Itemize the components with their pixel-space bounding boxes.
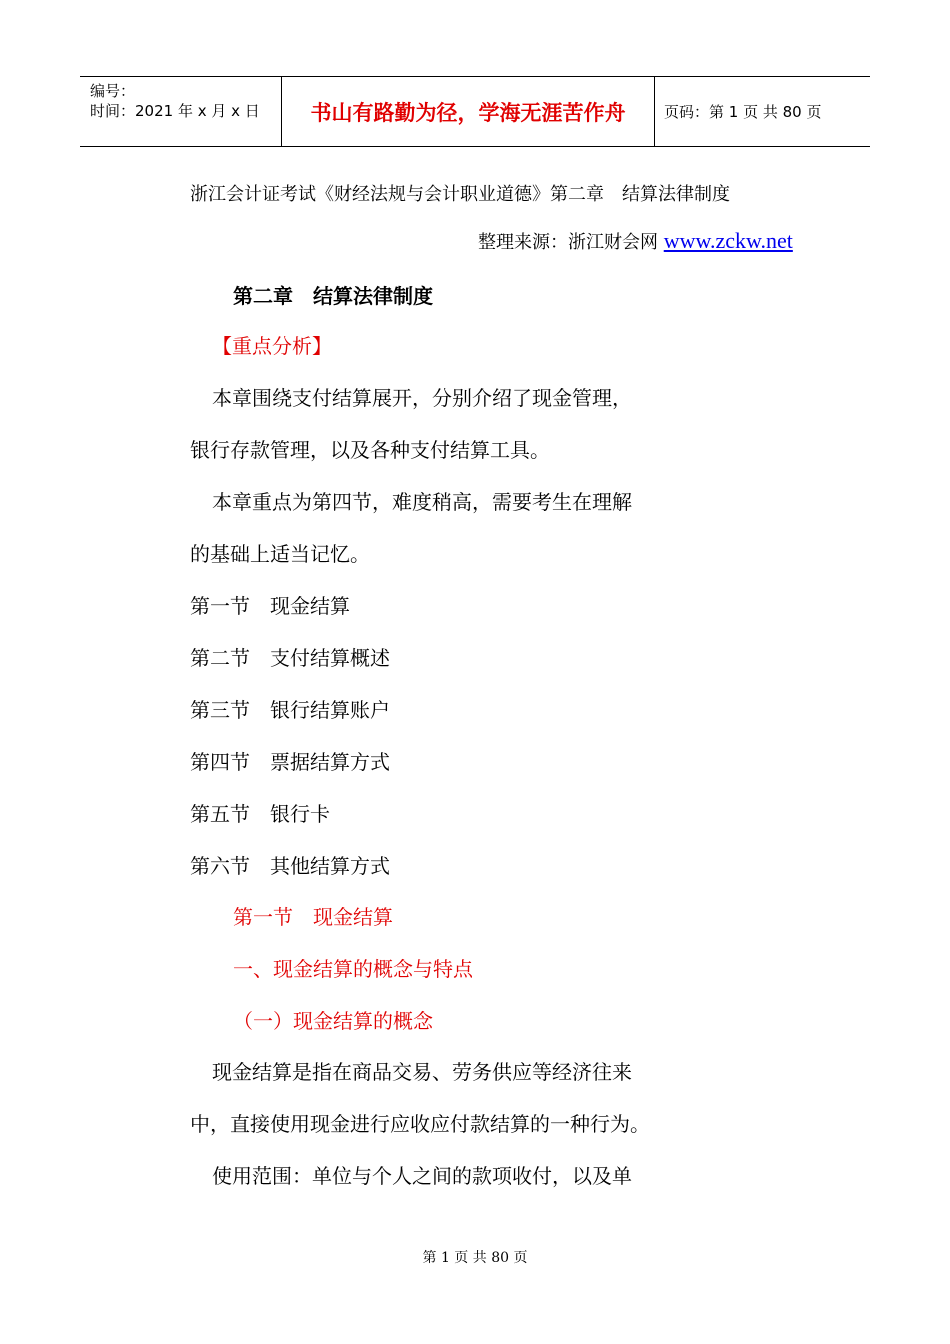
time-label: 时间：2021 年 x 月 x 日 bbox=[90, 102, 260, 120]
section-list-item: 第三节 银行结算账户 bbox=[190, 698, 390, 722]
subheading: 一、现金结算的概念与特点 bbox=[233, 957, 473, 981]
section-list-item: 第六节 其他结算方式 bbox=[190, 854, 390, 878]
header-table bbox=[80, 76, 870, 147]
source-line bbox=[478, 228, 793, 254]
subheading: （一）现金结算的概念 bbox=[233, 1009, 433, 1033]
source-label: 整理来源：浙江财会网 bbox=[478, 232, 664, 253]
page-info: 页码：第 1 页 共 80 页 bbox=[664, 103, 822, 121]
source-link[interactable]: www.zckw.net bbox=[663, 228, 793, 253]
number-label: 编号： bbox=[90, 82, 136, 100]
document-top-title: 浙江会计证考试《财经法规与会计职业道德》第二章 结算法律制度 bbox=[190, 184, 730, 205]
paragraph-line: 本章围绕支付结算展开，分别介绍了现金管理， bbox=[212, 386, 632, 410]
motto: 书山有路勤为径，学海无涯苦作舟 bbox=[281, 77, 655, 146]
key-analysis-heading: 【重点分析】 bbox=[212, 334, 332, 358]
section-heading: 第一节 现金结算 bbox=[233, 905, 393, 929]
body-line: 中，直接使用现金进行应收应付款结算的一种行为。 bbox=[190, 1112, 650, 1136]
section-list-item: 第二节 支付结算概述 bbox=[190, 646, 390, 670]
section-list-item: 第四节 票据结算方式 bbox=[190, 750, 390, 774]
paragraph-line: 的基础上适当记忆。 bbox=[190, 542, 370, 566]
chapter-title: 第二章 结算法律制度 bbox=[233, 284, 433, 308]
section-list-item: 第一节 现金结算 bbox=[190, 594, 350, 618]
header-meta bbox=[80, 77, 281, 146]
paragraph-line: 银行存款管理，以及各种支付结算工具。 bbox=[190, 438, 550, 462]
body-line: 使用范围：单位与个人之间的款项收付，以及单 bbox=[212, 1164, 632, 1188]
body-line: 现金结算是指在商品交易、劳务供应等经济往来 bbox=[212, 1060, 632, 1084]
paragraph-line: 本章重点为第四节，难度稍高，需要考生在理解 bbox=[212, 490, 632, 514]
page-footer: 第 1 页 共 80 页 bbox=[422, 1250, 528, 1266]
section-list-item: 第五节 银行卡 bbox=[190, 802, 330, 826]
